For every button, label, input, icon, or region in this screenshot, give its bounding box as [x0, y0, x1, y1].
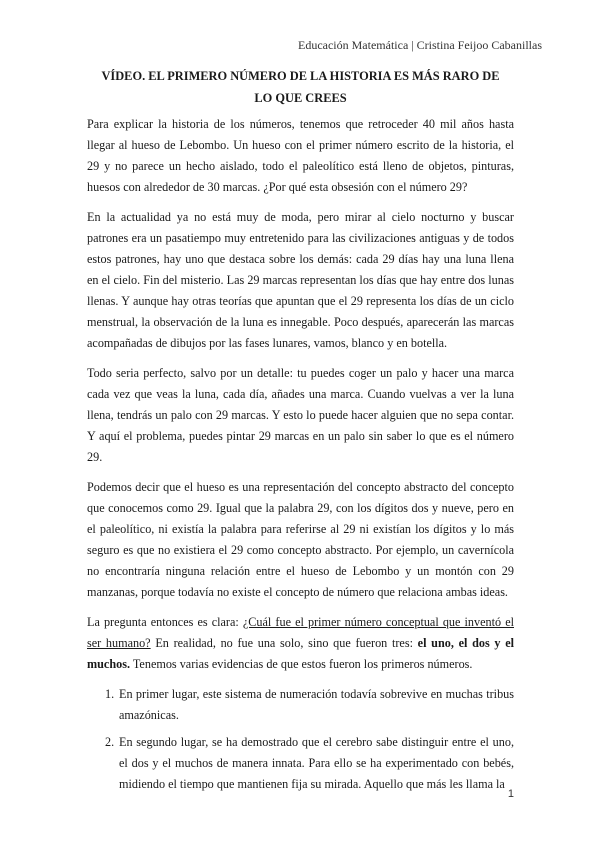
list-item-text: En primer lugar, este sistema de numeración todavía sobrevive en muchas tribus amazónicas.	[119, 687, 514, 722]
paragraph-5-mid: En realidad, no fue una solo, sino que fueron tres:	[150, 636, 418, 650]
evidence-list	[87, 684, 514, 795]
paragraph-5-start: La pregunta entonces es clara:	[87, 615, 243, 629]
page-number: 1	[507, 788, 514, 800]
list-item	[87, 732, 514, 795]
list-item-text: En segundo lugar, se ha demostrado que el cerebro sabe distinguir entre el uno, el dos y el muchos de manera innata. Para ello se ha experimentado con bebés, midiendo el tiempo que mantienen fija su mirada. Aquello que más les llama la	[119, 735, 514, 791]
paragraph-5	[87, 612, 514, 675]
paragraph-5-end: Tenemos varias evidencias de que estos fueron los primeros números.	[130, 657, 473, 671]
paragraph-3: Todo seria perfecto, salvo por un detalle: tu puedes coger un palo y hacer una marca cada vez que veas la luna, cada día, añades una marca. Cuando vuelvas a ver la luna llena, tendrás un palo con 29 marcas. Y esto lo puede hacer alguien que no sepa contar. Y aquí el problema, puedes pintar 29 marcas en un palo sin saber lo que es el número 29.	[87, 366, 514, 464]
document-body	[87, 65, 514, 801]
running-header: Educación Matemática | Cristina Feijoo Cabanillas	[297, 38, 542, 52]
paragraph-4: Podemos decir que el hueso es una representación del concepto abstracto del concepto que conocemos como 29. Igual que la palabra 29, con los dígitos dos y nueve, pero en el paleolítico, ni existía la palabra para referirse al 29 ni existían los dígitos y lo más seguro es que no existiera el 29 como concepto abstracto. Por ejemplo, un cavernícola no encontraría ninguna relación entre el hueso de Lebombo y un montón con 29 manzanas, porque todavía no existe el concepto de número que relaciona ambas ideas.	[87, 480, 514, 599]
first-numbers-bold: el uno, el dos y el muchos.	[87, 636, 515, 671]
key-question-underlined: ¿Cuál fue el primer número conceptual que inventó el ser humano?	[87, 615, 514, 650]
list-item	[87, 684, 514, 726]
list-item-number: 2.	[105, 735, 115, 749]
document-title: VÍDEO. EL PRIMERO NÚMERO DE LA HISTORIA ES MÁS RARO DE LO QUE CREES	[101, 69, 500, 105]
list-item-number: 1.	[105, 687, 115, 701]
paragraph-2: En la actualidad ya no está muy de moda, pero mirar al cielo nocturno y buscar patrones era un pasatiempo muy entretenido para las civilizaciones antiguas y de todos estos patrones, hay uno que destaca sobre los demás: cada 29 días hay una luna llena en el cielo. Fin del misterio. Las 29 marcas representan los días que hay entre dos lunas llenas. Y aunque hay otras teorías que apuntan que el 29 representa los días de un ciclo menstrual, la observación de la luna es innegable. Poco después, aparecerán las marcas acompañadas de dibujos por las fases lunares, vamos, blanco y en botella.	[87, 210, 514, 350]
paragraph-1: Para explicar la historia de los números, tenemos que retroceder 40 mil años hasta llegar al hueso de Lebombo. Un hueso con el primer número escrito de la historia, el 29 y no parece un hecho aislado, todo el paleolítico está lleno de objetos, pinturas, huesos con alrededor de 30 marcas. ¿Por qué esta obsesión con el número 29?	[87, 117, 514, 194]
